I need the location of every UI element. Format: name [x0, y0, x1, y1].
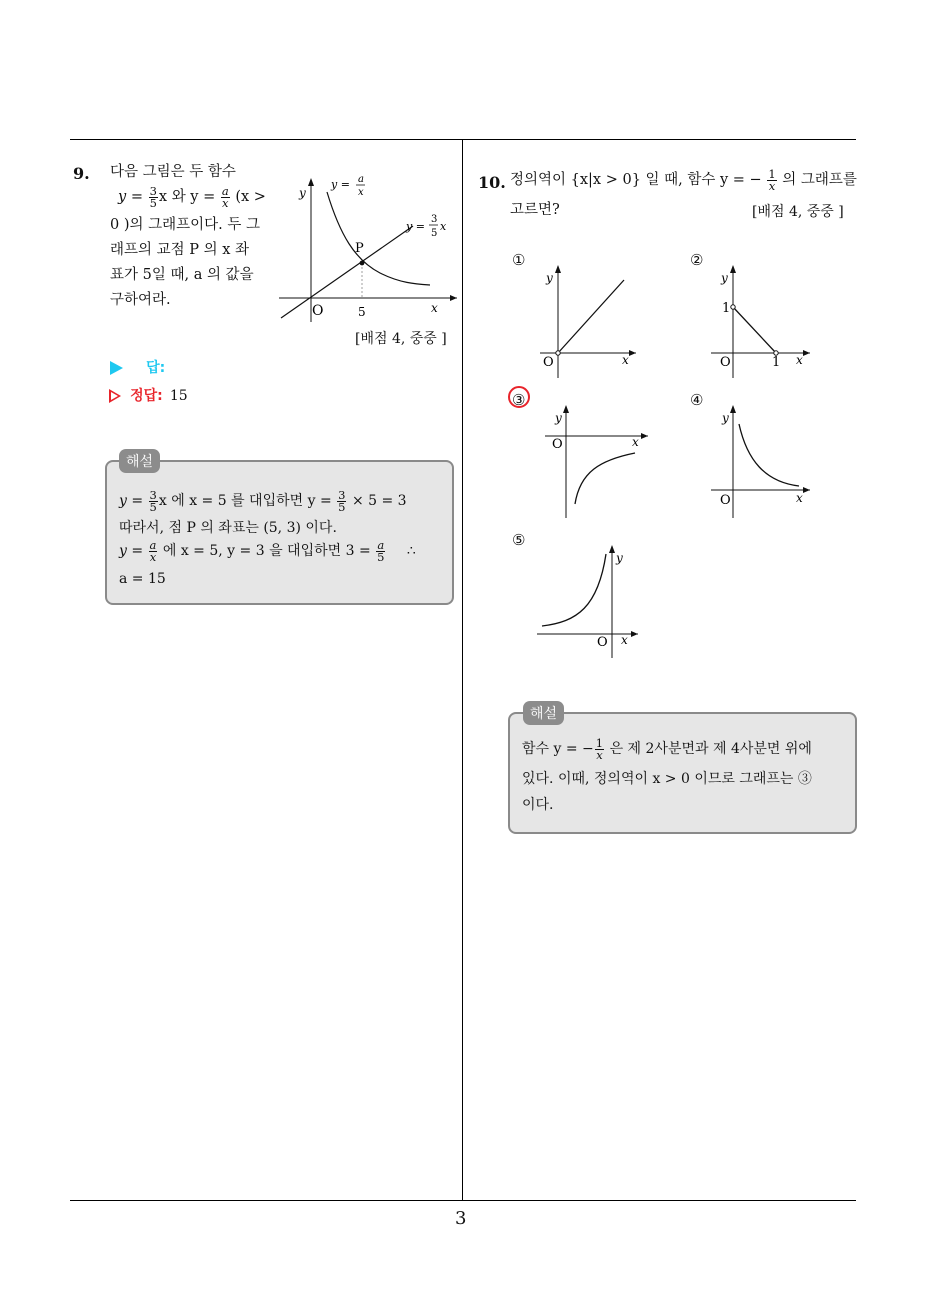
q9-solution-box: [105, 460, 454, 605]
svg-text:y: y: [546, 271, 553, 285]
svg-text:O: O: [597, 635, 608, 650]
q9-correct-label: 정답:: [130, 388, 163, 404]
choice-2-graph[interactable]: [705, 262, 815, 382]
svg-text:x: x: [796, 491, 803, 505]
q10-solution-tag: 해설: [523, 701, 564, 725]
q10-sol-line-3: 이다.: [522, 797, 554, 813]
q9-graph-x-label: x: [431, 301, 438, 315]
q9-correct-row: [109, 385, 188, 405]
svg-text:x: x: [796, 353, 803, 367]
q9-line-2: y = $\frac{3}{5}$ x 와 y = $\frac{a}{x}$ (x >: [118, 183, 266, 210]
q9-line-4: 래프의 교점 P 의 x 좌: [110, 242, 250, 258]
svg-text:x: x: [621, 633, 628, 647]
svg-text:O: O: [720, 355, 731, 370]
top-rule: [70, 139, 856, 140]
choice-3-number[interactable]: ③: [512, 391, 526, 409]
choice-4-number[interactable]: ④: [690, 391, 704, 409]
column-divider: [462, 139, 463, 1201]
q9-line-5: 표가 5일 때, a 의 값을: [110, 267, 254, 283]
q10-sol-line-2: 있다. 이때, 정의역이 x > 0 이므로 그래프는 ③: [522, 771, 812, 787]
q9-frac-a-x: $\frac{a}{x}$: [221, 183, 229, 210]
q9-line-3: 0 )의 그래프이다. 두 그: [110, 217, 260, 233]
choice-4-graph[interactable]: [705, 402, 815, 522]
q9-graph-tick-5: 5: [358, 305, 366, 319]
q9-line-label-suffix: x: [440, 220, 447, 233]
q9-curve-label-prefix: y =: [331, 178, 350, 191]
bottom-rule: [70, 1200, 856, 1201]
q9-difficulty: [배점 4, 중중 ]: [355, 331, 447, 347]
q9-sol-line-2: 따라서, 점 P 의 좌표는 (5, 3) 이다.: [119, 520, 337, 536]
q10-question-line-2: 고르면?: [510, 202, 560, 218]
q9-solution-tag: 해설: [119, 449, 160, 473]
q9-frac-3-5: $\frac{3}{5}$: [149, 183, 157, 210]
q9-graph-origin: O: [312, 303, 324, 319]
q9-graph: [275, 170, 460, 325]
svg-text:O: O: [720, 493, 731, 508]
q9-number: 9.: [73, 164, 90, 183]
choice-5-graph[interactable]: [532, 542, 647, 662]
svg-text:y: y: [721, 271, 728, 285]
q9-answer-label: 답:: [146, 360, 166, 376]
svg-text:x: x: [622, 353, 629, 367]
q9-sol-line-4: a = 15: [119, 571, 166, 587]
q9-curve-label-num: a: [358, 174, 364, 185]
q9-sol-line-3: y = $\frac{a}{x}$ 에 x = 5, y = 3 을 대입하면 3 = $\frac{a}{5}$ ∴: [119, 537, 416, 564]
choice-3-graph[interactable]: [540, 402, 655, 522]
page-number: 3: [455, 1208, 467, 1229]
svg-text:O: O: [552, 437, 563, 452]
choice-5-number[interactable]: ⑤: [512, 531, 526, 549]
q9-correct-value: 15: [169, 388, 188, 404]
svg-text:y: y: [555, 411, 562, 425]
q9-graph-point-p: P: [355, 241, 364, 256]
q9-line-6: 구하여라.: [110, 292, 171, 308]
svg-text:x: x: [632, 435, 639, 449]
q9-question-text: [110, 160, 265, 313]
correct-arrow-icon: [109, 389, 121, 403]
svg-text:y: y: [616, 551, 623, 565]
q9-graph-y-label: y: [299, 186, 306, 200]
svg-text:1: 1: [722, 301, 731, 316]
q10-sol-line-1: 함수 y = − $\frac{1}{x}$ 은 제 2사분면과 제 4사분면 위에: [522, 735, 812, 762]
svg-text:1: 1: [772, 355, 781, 370]
answer-arrow-icon: [110, 361, 123, 375]
q10-solution-box: [508, 712, 857, 834]
q10-question-line-1: 정의역이 {x|x > 0} 일 때, 함수 y = − $\frac{1}{x}$ 의 그래프를: [510, 166, 857, 193]
svg-text:y: y: [722, 411, 729, 425]
choice-1-number[interactable]: ①: [512, 251, 526, 269]
q9-sol-line-1: y = $\frac{3}{5}$ x 에 x = 5 를 대입하면 y = $\frac{3}{5}$ × 5 = 3: [119, 487, 407, 514]
q9-line-label-num: 3: [431, 214, 438, 225]
q10-difficulty: [배점 4, 중중 ]: [752, 204, 844, 220]
q9-curve-label-den: x: [358, 187, 364, 198]
svg-text:O: O: [543, 355, 554, 370]
q9-line-label-prefix: y =: [406, 220, 425, 233]
q9-line-label-den: 5: [431, 228, 438, 239]
choice-2-number[interactable]: ②: [690, 251, 704, 269]
q9-line-1: 다음 그림은 두 함수: [110, 164, 236, 180]
selected-choice-mark: [508, 386, 530, 408]
q10-number: 10.: [478, 173, 506, 192]
q9-answer-row: [110, 357, 165, 377]
choice-1-graph[interactable]: [530, 262, 640, 382]
